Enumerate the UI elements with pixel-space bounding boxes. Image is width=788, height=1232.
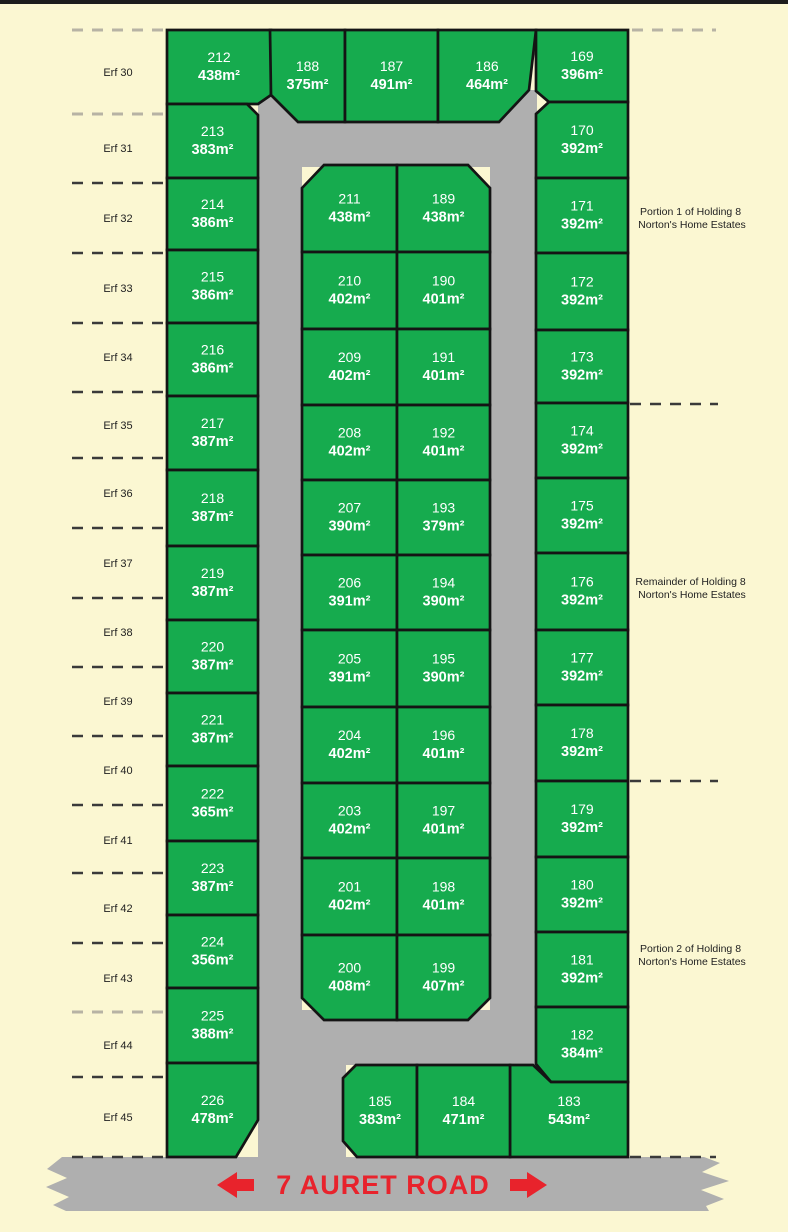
plot-shape (302, 707, 397, 783)
plot-shape (167, 470, 258, 546)
plot-shape (167, 30, 271, 104)
plot-number-label: 214 (200, 196, 225, 212)
annotation-line: Norton's Home Estates (638, 219, 746, 231)
plot-area-label: 388m² (191, 1026, 234, 1043)
plot-176 (536, 553, 628, 630)
plot-182 (536, 1007, 628, 1082)
plot-number-label: 213 (200, 123, 225, 139)
plot-number-label: 190 (431, 272, 456, 289)
plot-number-label: 201 (337, 878, 362, 895)
plot-area-label: 392m² (561, 216, 603, 233)
plot-area-label: 401m² (422, 368, 465, 384)
plot-area-label: 392m² (561, 970, 603, 987)
plot-shape (397, 165, 490, 252)
plot-number-label: 208 (337, 424, 362, 441)
plot-185 (343, 1065, 417, 1157)
plot-number-label: 184 (451, 1093, 476, 1109)
plot-181 (536, 932, 628, 1007)
plot-207 (302, 480, 397, 555)
plot-number-label: 172 (570, 273, 594, 290)
plot-area-label: 438m² (422, 209, 465, 226)
plot-shape (417, 1065, 510, 1157)
plot-192 (397, 405, 490, 480)
plot-area-label: 392m² (561, 820, 603, 836)
plot-area-label: 387m² (191, 730, 234, 747)
annotation-remainder (635, 576, 748, 601)
plot-area-label: 383m² (191, 142, 234, 158)
road-right-segment (490, 90, 537, 1160)
plot-number-label: 224 (200, 933, 225, 950)
plot-shape (536, 178, 628, 253)
plan-top-border (0, 0, 788, 4)
plot-number-label: 187 (379, 58, 404, 74)
plot-198 (397, 858, 490, 935)
plot-number-label: 216 (200, 341, 225, 358)
plot-194 (397, 555, 490, 630)
annotation-line: Portion 2 of Holding 8 (640, 943, 742, 955)
annotation-line: Remainder of Holding 8 (635, 576, 746, 588)
plot-shape (167, 915, 258, 988)
plot-shape (167, 396, 258, 470)
erf-label: Erf 38 (103, 627, 133, 639)
plot-area-label: 401m² (422, 897, 465, 914)
plot-shape (536, 857, 628, 932)
plot-187 (345, 30, 438, 122)
plot-215 (167, 250, 258, 323)
plot-shape (397, 935, 490, 1020)
plot-number-label: 221 (200, 711, 225, 728)
plot-shape (397, 707, 490, 783)
plot-shape (167, 1063, 258, 1157)
plot-number-label: 191 (431, 349, 456, 365)
erf-label: Erf 45 (103, 1112, 133, 1124)
plot-area-label: 402m² (328, 291, 371, 308)
plot-208 (302, 405, 397, 480)
plot-area-label: 471m² (442, 1112, 485, 1128)
plot-225 (167, 988, 258, 1063)
erf-label: Erf 32 (103, 213, 133, 225)
plot-area-label: 387m² (191, 657, 234, 674)
plot-shape (536, 102, 628, 178)
plot-area-label: 387m² (191, 879, 234, 895)
plot-shape (536, 330, 628, 403)
plot-number-label: 225 (200, 1007, 225, 1024)
plot-number-label: 198 (431, 878, 456, 895)
plot-number-label: 209 (337, 349, 362, 365)
plot-area-label: 438m² (328, 209, 371, 226)
plot-area-label: 392m² (561, 367, 603, 384)
plot-number-label: 196 (431, 727, 456, 743)
plot-shape (302, 630, 397, 707)
plot-shape (167, 250, 258, 323)
plot-197 (397, 783, 490, 858)
plot-190 (397, 252, 490, 329)
plot-area-label: 365m² (191, 804, 234, 821)
plot-shape (397, 405, 490, 480)
plot-area-label: 387m² (191, 434, 234, 450)
plot-shape (536, 253, 628, 330)
plot-area-label: 401m² (422, 291, 465, 308)
plot-area-label: 390m² (422, 593, 465, 610)
plot-178 (536, 705, 628, 781)
plot-number-label: 182 (570, 1026, 594, 1043)
plot-number-label: 199 (431, 959, 456, 976)
plot-number-label: 179 (570, 801, 594, 817)
plot-shape (167, 620, 258, 693)
plot-217 (167, 396, 258, 470)
plot-number-label: 193 (431, 499, 456, 516)
annotation-line: Portion 1 of Holding 8 (640, 206, 742, 218)
plot-area-label: 464m² (466, 77, 508, 93)
plot-number-label: 176 (570, 573, 594, 590)
plot-shape (536, 630, 628, 705)
erf-label: Erf 44 (103, 1040, 133, 1052)
plot-number-label: 207 (337, 499, 362, 516)
plot-area-label: 392m² (561, 895, 603, 912)
plot-shape (167, 546, 258, 620)
plot-area-label: 401m² (422, 746, 465, 762)
plot-area-label: 386m² (191, 360, 234, 377)
plot-number-label: 181 (570, 951, 594, 968)
plot-220 (167, 620, 258, 693)
plots-layer (167, 30, 628, 1157)
plot-area-label: 543m² (548, 1112, 590, 1128)
plot-area-label: 356m² (191, 952, 234, 969)
plot-206 (302, 555, 397, 630)
plot-area-label: 392m² (561, 441, 603, 458)
plot-number-label: 195 (431, 650, 456, 667)
plot-shape (536, 30, 628, 102)
plot-shape (302, 555, 397, 630)
erf-label: Erf 33 (103, 283, 133, 295)
plot-number-label: 220 (200, 638, 225, 655)
plot-214 (167, 178, 258, 250)
plot-shape (536, 705, 628, 781)
plot-area-label: 392m² (561, 141, 603, 157)
plot-number-label: 205 (337, 650, 362, 667)
plot-number-label: 212 (207, 49, 231, 65)
annotation-line: Norton's Home Estates (638, 589, 746, 601)
plot-number-label: 211 (338, 190, 361, 207)
plot-shape (167, 766, 258, 841)
plot-area-label: 438m² (198, 68, 240, 84)
plot-number-label: 171 (570, 197, 594, 214)
plot-171 (536, 178, 628, 253)
plot-number-label: 200 (337, 959, 362, 976)
erf-label: Erf 40 (103, 765, 133, 777)
erf-label: Erf 42 (103, 903, 133, 915)
plot-area-label: 392m² (561, 592, 603, 609)
plot-189 (397, 165, 490, 252)
plot-area-label: 391m² (328, 669, 371, 686)
erf-label: Erf 35 (103, 420, 133, 432)
plot-210 (302, 252, 397, 329)
annotation-portion-2 (638, 943, 746, 968)
plot-number-label: 173 (570, 348, 594, 365)
road-connector-segment (258, 1063, 346, 1160)
erf-label: Erf 36 (103, 488, 133, 500)
plot-area-label: 375m² (286, 77, 329, 93)
plot-shape (302, 252, 397, 329)
plot-172 (536, 253, 628, 330)
plot-218 (167, 470, 258, 546)
plot-number-label: 215 (200, 268, 225, 285)
plot-shape (397, 555, 490, 630)
plot-221 (167, 693, 258, 766)
plot-209 (302, 329, 397, 405)
plot-shape (167, 323, 258, 396)
plot-shape (536, 932, 628, 1007)
plot-213 (167, 104, 258, 178)
erf-label: Erf 41 (103, 835, 133, 847)
plot-area-label: 402m² (328, 821, 371, 838)
plot-shape (536, 781, 628, 857)
plot-199 (397, 935, 490, 1020)
plot-shape (302, 405, 397, 480)
plot-area-label: 402m² (328, 897, 371, 914)
plot-number-label: 185 (368, 1093, 392, 1109)
plot-shape (167, 104, 258, 178)
plot-number-label: 217 (200, 415, 225, 431)
plot-224 (167, 915, 258, 988)
road-left-segment (258, 90, 302, 1160)
plot-169 (536, 30, 628, 102)
plot-area-label: 390m² (422, 669, 465, 686)
plot-number-label: 186 (475, 58, 499, 74)
plot-shape (397, 630, 490, 707)
erf-label: Erf 37 (103, 558, 133, 570)
plot-number-label: 170 (570, 122, 594, 138)
plot-shape (302, 480, 397, 555)
plot-211 (302, 165, 397, 252)
plot-area-label: 386m² (191, 215, 234, 231)
plot-area-label: 379m² (422, 518, 465, 535)
plot-number-label: 174 (570, 422, 594, 439)
plot-number-label: 177 (570, 649, 594, 666)
plot-number-label: 169 (570, 48, 594, 64)
plot-area-label: 401m² (422, 821, 465, 838)
plot-180 (536, 857, 628, 932)
plot-170 (536, 102, 628, 178)
plot-shape (536, 1007, 628, 1082)
plot-area-label: 491m² (370, 77, 413, 93)
plot-number-label: 178 (570, 725, 594, 741)
plot-area-label: 407m² (422, 978, 465, 995)
plot-area-label: 391m² (328, 593, 371, 610)
annotation-line: Norton's Home Estates (638, 956, 746, 968)
plot-203 (302, 783, 397, 858)
plot-179 (536, 781, 628, 857)
plot-shape (302, 783, 397, 858)
plot-173 (536, 330, 628, 403)
plot-193 (397, 480, 490, 555)
plot-number-label: 218 (200, 490, 225, 506)
erf-label: Erf 30 (103, 67, 133, 79)
plot-area-label: 383m² (359, 1112, 401, 1128)
plot-shape (397, 480, 490, 555)
plot-area-label: 387m² (191, 509, 234, 525)
plot-shape (302, 329, 397, 405)
plot-shape (536, 553, 628, 630)
plot-area-label: 386m² (191, 287, 234, 304)
plot-number-label: 226 (200, 1092, 225, 1108)
plot-shape (167, 693, 258, 766)
plot-number-label: 206 (337, 574, 362, 591)
plot-223 (167, 841, 258, 915)
plot-number-label: 223 (200, 860, 225, 876)
plot-number-label: 180 (570, 876, 594, 893)
plot-area-label: 392m² (561, 668, 603, 685)
plot-shape (167, 178, 258, 250)
plot-174 (536, 403, 628, 478)
plot-area-label: 402m² (328, 746, 371, 762)
plot-number-label: 189 (431, 190, 456, 207)
plot-204 (302, 707, 397, 783)
plot-number-label: 219 (200, 565, 225, 581)
plot-212 (167, 30, 271, 104)
plot-184 (417, 1065, 510, 1157)
plot-shape (345, 30, 438, 122)
plot-area-label: 390m² (328, 518, 371, 535)
plot-area-label: 392m² (561, 744, 603, 760)
plot-shape (397, 329, 490, 405)
plot-shape (343, 1065, 417, 1157)
plot-195 (397, 630, 490, 707)
plot-shape (397, 858, 490, 935)
plot-area-label: 392m² (561, 516, 603, 533)
plot-shape (302, 165, 397, 252)
plot-175 (536, 478, 628, 553)
plot-shape (536, 403, 628, 478)
plot-shape (302, 858, 397, 935)
plot-number-label: 197 (431, 802, 456, 819)
erf-label: Erf 43 (103, 973, 133, 985)
plot-number-label: 203 (337, 802, 362, 819)
plot-shape (397, 783, 490, 858)
plot-number-label: 194 (431, 574, 456, 591)
plot-number-label: 188 (295, 58, 320, 74)
plot-shape (536, 478, 628, 553)
plot-area-label: 401m² (422, 443, 465, 460)
plot-area-label: 392m² (561, 292, 603, 309)
plot-222 (167, 766, 258, 841)
erf-label: Erf 39 (103, 696, 133, 708)
erf-label: Erf 31 (103, 143, 133, 155)
plot-200 (302, 935, 397, 1020)
plot-area-label: 384m² (561, 1045, 603, 1062)
plot-219 (167, 546, 258, 620)
plot-226 (167, 1063, 258, 1157)
plot-area-label: 396m² (561, 67, 603, 83)
plot-shape (167, 988, 258, 1063)
plot-shape (302, 935, 397, 1020)
road-name-label: 7 AURET ROAD (276, 1170, 490, 1200)
plot-shape (167, 841, 258, 915)
plot-shape (397, 252, 490, 329)
erf-label: Erf 34 (103, 352, 133, 364)
plot-216 (167, 323, 258, 396)
plot-number-label: 204 (337, 727, 362, 743)
plot-area-label: 478m² (191, 1111, 234, 1127)
plot-191 (397, 329, 490, 405)
plot-number-label: 222 (200, 785, 225, 802)
plot-number-label: 183 (557, 1093, 581, 1109)
plot-number-label: 175 (570, 497, 594, 514)
annotation-portion-1 (638, 206, 746, 231)
plot-196 (397, 707, 490, 783)
plot-area-label: 387m² (191, 584, 234, 600)
plot-number-label: 210 (337, 272, 362, 289)
plot-number-label: 192 (431, 424, 456, 441)
plot-area-label: 408m² (328, 978, 371, 995)
plot-area-label: 402m² (328, 368, 371, 384)
plot-205 (302, 630, 397, 707)
plot-177 (536, 630, 628, 705)
plot-area-label: 402m² (328, 443, 371, 460)
plot-201 (302, 858, 397, 935)
